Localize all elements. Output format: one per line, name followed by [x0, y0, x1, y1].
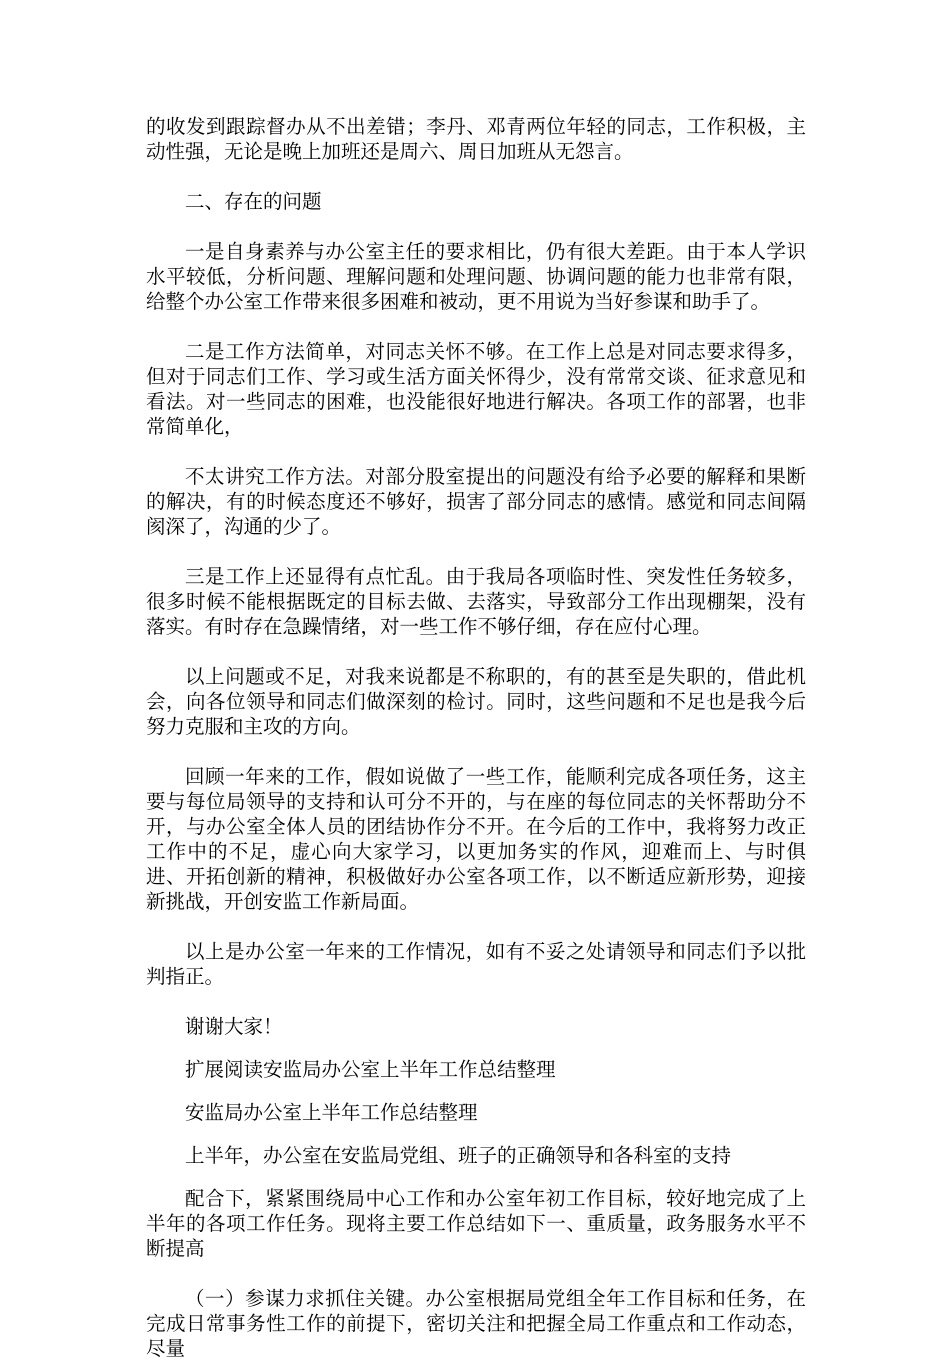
section-heading: 二、存在的问题: [185, 190, 322, 213]
paragraph: 上半年，办公室在安监局党组、班子的正确领导和各科室的支持: [185, 1144, 732, 1167]
paragraph: 不太讲究工作方法。对部分股室提出的问题没有给予必要的解释和果断的解决，有的时候态度还不够好，损害了部分同志的感情。感觉和同志间隔阂深了，沟通的少了。: [146, 465, 806, 538]
paragraph: （一）参谋力求抓住关键。办公室根据局党组全年工作目标和任务，在完成日常事务性工作的前提下，密切关注和把握全局工作重点和工作动态，尽量: [146, 1287, 806, 1360]
extended-reading-heading: 扩展阅读安监局办公室上半年工作总结整理: [185, 1058, 556, 1081]
closing-thanks: 谢谢大家！: [185, 1015, 283, 1038]
paragraph: 二是工作方法简单，对同志关怀不够。在工作上总是对同志要求得多，但对于同志们工作、学习或生活方面关怀得少，没有常常交谈、征求意见和看法。对一些同志的困难，也没能很好地进行解决。各项工作的部署，也非常简单化，: [146, 340, 806, 438]
paragraph: 以上问题或不足，对我来说都是不称职的，有的甚至是失职的，借此机会，向各位领导和同志们做深刻的检讨。同时，这些问题和不足也是我今后努力克服和主攻的方向。: [146, 665, 806, 738]
paragraph: 三是工作上还显得有点忙乱。由于我局各项临时性、突发性任务较多，很多时候不能根据既定的目标去做、去落实，导致部分工作出现棚架，没有落实。有时存在急躁情绪，对一些工作不够仔细，存在应付心理。: [146, 565, 806, 638]
paragraph: 回顾一年来的工作，假如说做了一些工作，能顺利完成各项任务，这主要与每位局领导的支持和认可分不开的，与在座的每位同志的关怀帮助分不开，与办公室全体人员的团结协作分不开。在今后的工作中，我将努力改正工作中的不足，虚心向大家学习，以更加务实的作风，迎难而上、与时俱进、开拓创新的精神，积极做好办公室各项工作，以不断适应新形势，迎接新挑战，开创安监工作新局面。: [146, 765, 806, 913]
document-page: [146, 114, 806, 1361]
paragraph: 配合下，紧紧围绕局中心工作和办公室年初工作目标，较好地完成了上半年的各项工作任务。现将主要工作总结如下一、重质量，政务服务水平不断提高: [146, 1187, 806, 1260]
paragraph: 以上是办公室一年来的工作情况，如有不妥之处请领导和同志们予以批判指正。: [146, 940, 806, 988]
paragraph-continued: 的收发到跟踪督办从不出差错；李丹、邓青两位年轻的同志，工作积极，主动性强，无论是晚上加班还是周六、周日加班从无怨言。: [146, 115, 806, 163]
paragraph: 一是自身素养与办公室主任的要求相比，仍有很大差距。由于本人学识水平较低，分析问题、理解问题和处理问题、协调问题的能力也非常有限，给整个办公室工作带来很多困难和被动，更不用说为当好参谋和助手了。: [146, 240, 806, 313]
subsection-title: 安监局办公室上半年工作总结整理: [185, 1101, 478, 1124]
